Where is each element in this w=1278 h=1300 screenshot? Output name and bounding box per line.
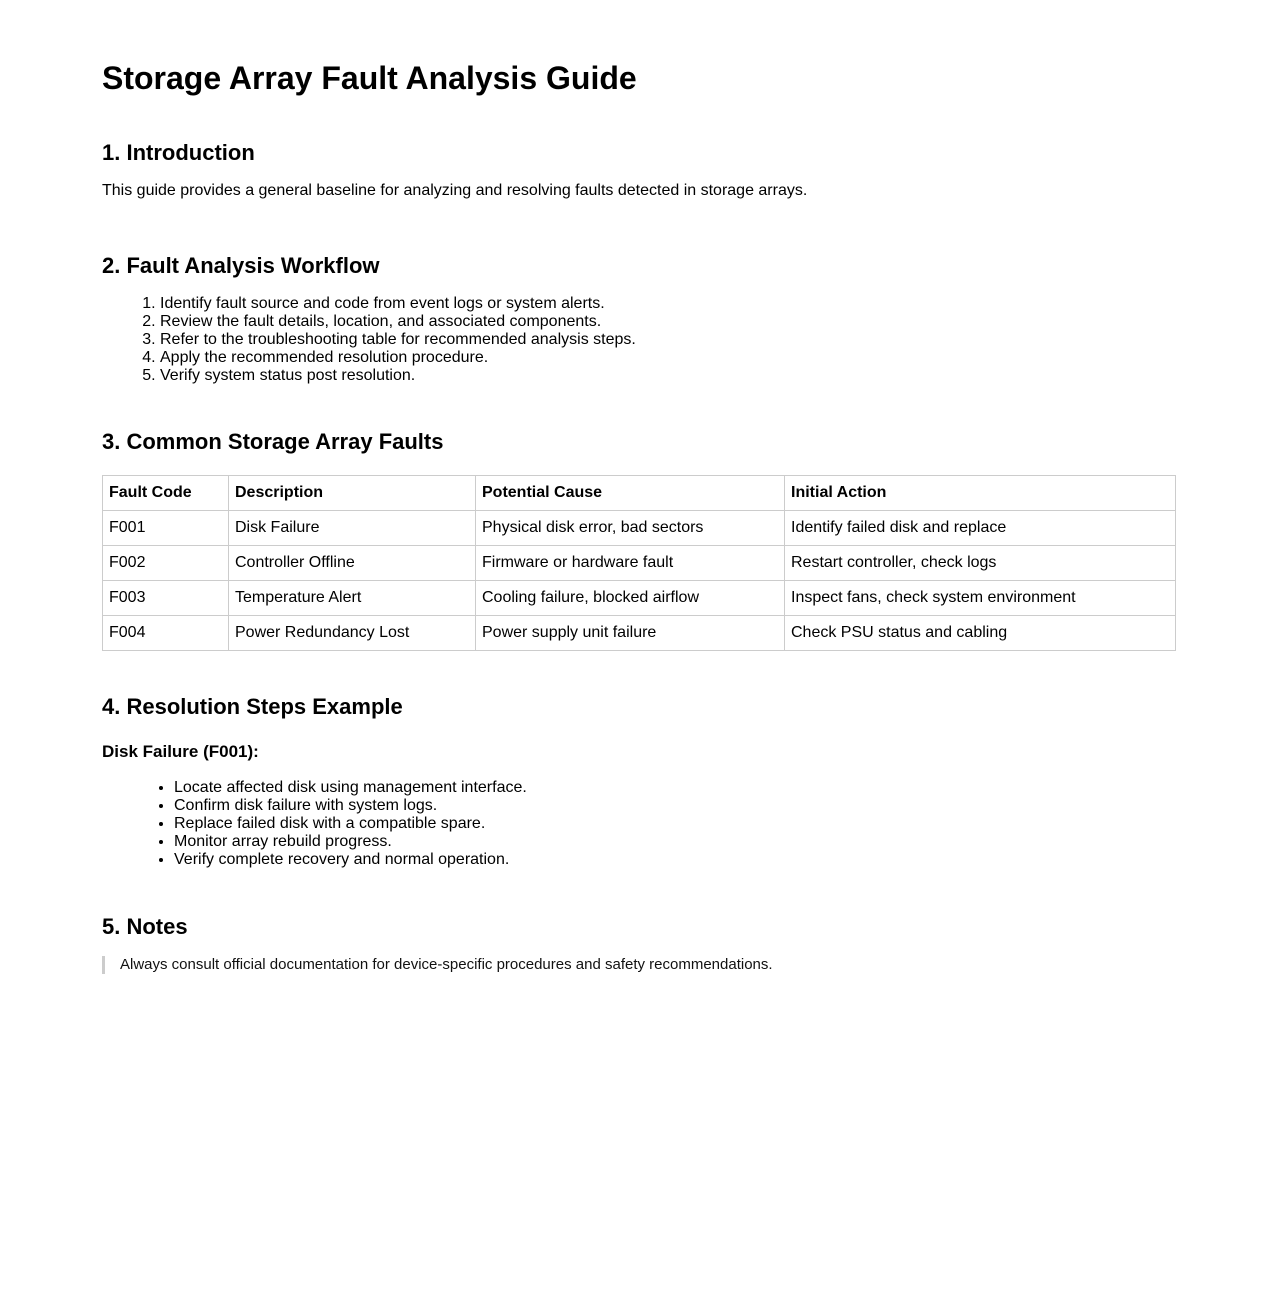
- column-header-description: Description: [229, 476, 476, 511]
- cell-potential-cause: Cooling failure, blocked airflow: [476, 581, 785, 616]
- notes-blockquote: Always consult official documentation for device-specific procedures and safety recommendations.: [102, 956, 1176, 974]
- table-header-row: [103, 476, 1176, 511]
- workflow-step: 5. Verify system status post resolution.: [160, 367, 1176, 385]
- cell-fault-code: F002: [103, 546, 229, 581]
- table-row: [103, 511, 1176, 546]
- page-title: Storage Array Fault Analysis Guide: [102, 60, 637, 96]
- cell-potential-cause: Physical disk error, bad sectors: [476, 511, 785, 546]
- table-row: [103, 616, 1176, 651]
- cell-fault-code: F003: [103, 581, 229, 616]
- workflow-steps-list: [102, 295, 1176, 385]
- resolution-step: • Monitor array rebuild progress.: [174, 833, 1176, 851]
- resolution-subheading: Disk Failure (F001):: [102, 742, 259, 761]
- faults-table: [102, 475, 1176, 651]
- column-header-initial-action: Initial Action: [785, 476, 1176, 511]
- workflow-step: 3. Refer to the troubleshooting table for recommended analysis steps.: [160, 331, 1176, 349]
- table-row: [103, 546, 1176, 581]
- cell-description: Temperature Alert: [229, 581, 476, 616]
- cell-initial-action: Check PSU status and cabling: [785, 616, 1176, 651]
- cell-description: Power Redundancy Lost: [229, 616, 476, 651]
- resolution-step: • Locate affected disk using management interface.: [174, 779, 1176, 797]
- section-heading-introduction: 1. Introduction: [102, 140, 255, 165]
- resolution-step: • Confirm disk failure with system logs.: [174, 797, 1176, 815]
- cell-potential-cause: Firmware or hardware fault: [476, 546, 785, 581]
- section-heading-faults: 3. Common Storage Array Faults: [102, 429, 444, 454]
- resolution-steps-list: [102, 779, 1176, 869]
- workflow-step: 1. Identify fault source and code from event logs or system alerts.: [160, 295, 1176, 313]
- cell-description: Disk Failure: [229, 511, 476, 546]
- section-heading-notes: 5. Notes: [102, 914, 188, 939]
- column-header-potential-cause: Potential Cause: [476, 476, 785, 511]
- workflow-step: 4. Apply the recommended resolution procedure.: [160, 349, 1176, 367]
- cell-fault-code: F004: [103, 616, 229, 651]
- cell-fault-code: F001: [103, 511, 229, 546]
- introduction-text: This guide provides a general baseline for analyzing and resolving faults detected in storage arrays.: [102, 182, 808, 199]
- resolution-step: • Replace failed disk with a compatible spare.: [174, 815, 1176, 833]
- resolution-step: • Verify complete recovery and normal operation.: [174, 851, 1176, 869]
- section-heading-resolution: 4. Resolution Steps Example: [102, 694, 403, 719]
- workflow-step: 2. Review the fault details, location, and associated components.: [160, 313, 1176, 331]
- section-heading-workflow: 2. Fault Analysis Workflow: [102, 253, 380, 278]
- cell-initial-action: Identify failed disk and replace: [785, 511, 1176, 546]
- cell-initial-action: Inspect fans, check system environment: [785, 581, 1176, 616]
- cell-description: Controller Offline: [229, 546, 476, 581]
- column-header-fault-code: Fault Code: [103, 476, 229, 511]
- cell-potential-cause: Power supply unit failure: [476, 616, 785, 651]
- cell-initial-action: Restart controller, check logs: [785, 546, 1176, 581]
- table-row: [103, 581, 1176, 616]
